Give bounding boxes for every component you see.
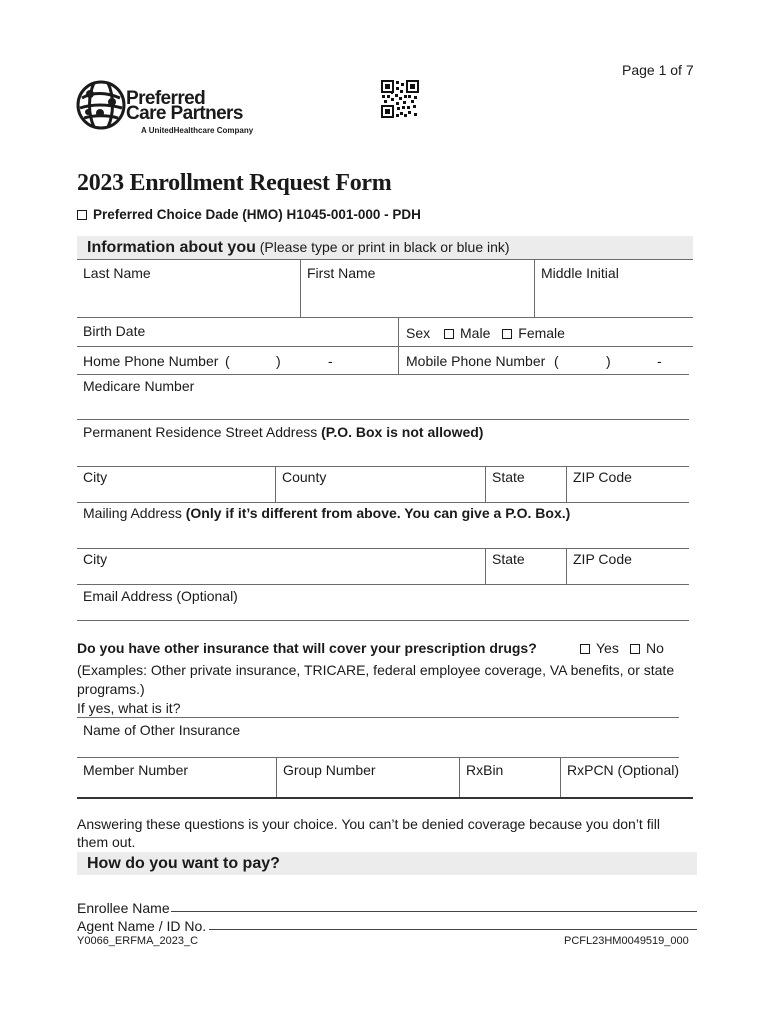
insurance-examples-line1: (Examples: Other private insurance, TRICARE, federal employee coverage, VA benefits, or state — [77, 662, 675, 678]
page-indicator: Page 1 of 7 — [622, 62, 694, 78]
plan-option[interactable] — [77, 207, 421, 222]
residence-state-field[interactable]: State — [492, 469, 525, 485]
last-name-field[interactable]: Last Name — [83, 265, 151, 281]
sex-field — [406, 325, 565, 341]
enrollee-name-label: Enrollee Name — [77, 900, 170, 916]
footer-left-code: Y0066_ERFMA_2023_C — [77, 935, 199, 947]
rxpcn-field[interactable]: RxPCN (Optional) — [567, 762, 680, 778]
form-title: 2023 Enrollment Request Form — [77, 170, 392, 196]
group-number-field[interactable]: Group Number — [283, 762, 376, 778]
plan-option-label: Preferred Choice Dade (HMO) H1045-001-000 - PDH — [93, 207, 421, 222]
logo-line1: Preferred — [126, 88, 206, 109]
mobile-phone-paren-close: ) — [606, 353, 611, 369]
birth-date-field[interactable]: Birth Date — [83, 323, 146, 339]
residence-address-label: Permanent Residence Street Address — [83, 424, 318, 440]
yes-checkbox[interactable] — [580, 644, 590, 654]
other-insurance-name-field[interactable]: Name of Other Insurance — [83, 722, 241, 738]
section-info-heading — [87, 239, 510, 257]
section-info-note: (Please type or print in black or blue ink) — [259, 239, 510, 255]
insurance-examples-line2: programs.) — [77, 681, 145, 697]
logo-tagline: A UnitedHealthcare Company — [141, 126, 254, 135]
mailing-city-field[interactable]: City — [83, 551, 108, 567]
residence-county-field[interactable]: County — [282, 469, 327, 485]
middle-initial-field[interactable]: Middle Initial — [541, 265, 619, 281]
agent-name-label: Agent Name / ID No. — [77, 918, 207, 934]
company-logo — [76, 80, 276, 140]
plan-checkbox[interactable] — [77, 210, 87, 220]
mailing-address-note: (Only if it’s different from above. You can give a P.O. Box.) — [185, 505, 571, 521]
residence-zip-field[interactable]: ZIP Code — [573, 469, 632, 485]
no-label: No — [646, 640, 664, 656]
payment-heading: How do you want to pay? — [87, 855, 280, 872]
male-label: Male — [460, 325, 491, 341]
first-name-field[interactable]: First Name — [307, 265, 376, 281]
email-field[interactable]: Email Address (Optional) — [83, 588, 238, 604]
female-checkbox[interactable] — [502, 329, 512, 339]
logo-line2: Care Partners — [126, 103, 243, 124]
home-phone-field[interactable]: Home Phone Number — [83, 353, 219, 369]
home-phone-paren-close: ) — [276, 353, 281, 369]
mailing-address-label: Mailing Address — [83, 505, 182, 521]
mobile-phone-paren-open: ( — [554, 353, 559, 369]
qr-code-icon — [381, 80, 419, 118]
no-checkbox[interactable] — [630, 644, 640, 654]
female-label: Female — [518, 325, 565, 341]
medicare-number-field[interactable]: Medicare Number — [83, 378, 195, 394]
residence-city-field[interactable]: City — [83, 469, 108, 485]
insurance-no-option[interactable] — [630, 640, 664, 656]
mailing-address-field[interactable] — [83, 505, 570, 521]
residence-address-note: (P.O. Box is not allowed) — [321, 424, 484, 440]
residence-address-field[interactable] — [83, 424, 483, 440]
yes-label: Yes — [596, 640, 619, 656]
globe-icon — [76, 80, 126, 130]
section-info-title: Information about you — [87, 239, 256, 256]
insurance-section-divider — [77, 797, 693, 799]
agent-name-line[interactable] — [209, 929, 697, 930]
insurance-question: Do you have other insurance that will cover your prescription drugs? — [77, 640, 537, 656]
member-number-field[interactable]: Member Number — [83, 762, 189, 778]
mailing-state-field[interactable]: State — [492, 551, 525, 567]
if-yes-label: If yes, what is it? — [77, 700, 181, 716]
mobile-phone-dash: - — [657, 353, 662, 369]
insurance-yes-option[interactable] — [580, 640, 619, 656]
male-checkbox[interactable] — [444, 329, 454, 339]
mailing-zip-field[interactable]: ZIP Code — [573, 551, 632, 567]
mobile-phone-field[interactable]: Mobile Phone Number — [406, 353, 546, 369]
sex-label: Sex — [406, 325, 431, 341]
enrollee-name-line[interactable] — [171, 911, 697, 912]
notice-line2: them out. — [77, 834, 136, 850]
home-phone-paren-open: ( — [225, 353, 230, 369]
footer-right-code: PCFL23HM0049519_000 — [564, 935, 689, 947]
notice-line1: Answering these questions is your choice. You can’t be denied coverage because you don’t fill — [77, 816, 660, 832]
rxbin-field[interactable]: RxBin — [466, 762, 504, 778]
home-phone-dash: - — [328, 353, 333, 369]
